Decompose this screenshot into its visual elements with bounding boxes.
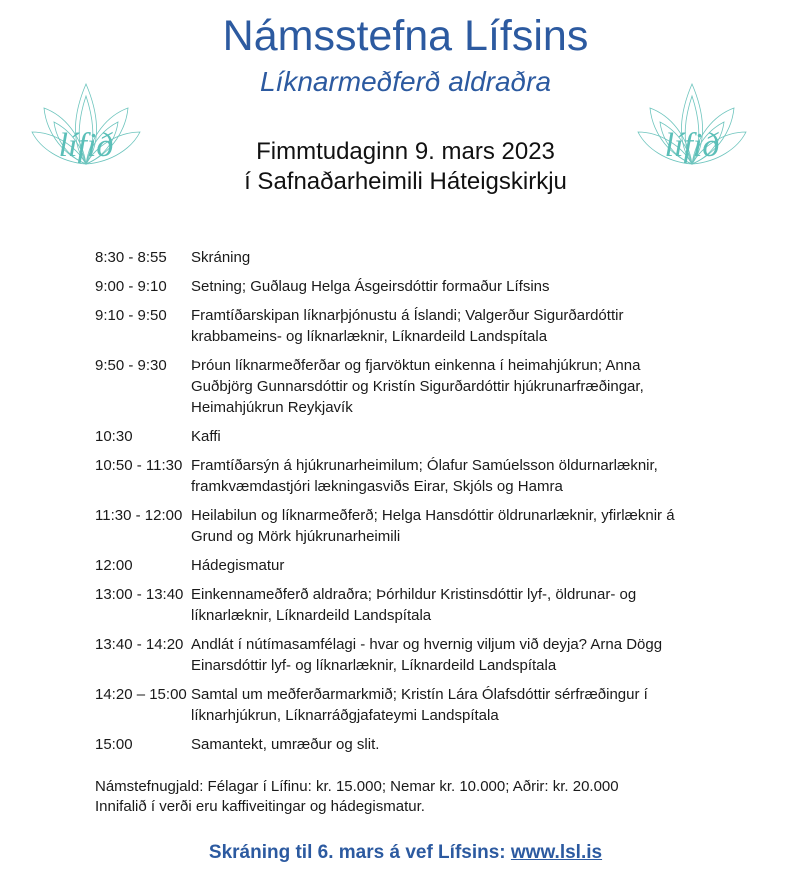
event-place: í Safnaðarheimili Háteigskirkju [244, 168, 567, 195]
schedule-description: Skráning [191, 249, 251, 266]
registration-link[interactable]: www.lsl.is [510, 842, 603, 863]
page-subtitle: Líknarmeðferð aldraðra [259, 66, 552, 97]
registration-text: Skráning til 6. mars á vef Lífsins: [208, 842, 506, 863]
schedule-row [95, 584, 735, 626]
schedule-time: 9:00 - 9:10 [95, 278, 167, 295]
schedule-list [95, 247, 735, 763]
svg-text:lífið: lífið [58, 127, 114, 164]
schedule-time: 9:10 - 9:50 [95, 307, 167, 324]
schedule-row [95, 684, 735, 726]
schedule-row [95, 734, 735, 755]
schedule-description: Framtíðarsýn á hjúkrunarheimilum; Ólafur Samúelsson öldurnarlæknir, framkvæmdastjóri lækningasviðs Eirar, Skjóls og Hamra [191, 457, 658, 495]
schedule-description: Framtíðarskipan líknarþjónustu á Íslandi; Valgerður Sigurðardóttir krabbameins- og líknarlæknir, Líknardeild Landspítala [191, 307, 624, 345]
schedule-time: 13:00 - 13:40 [95, 586, 184, 603]
schedule-time: 9:50 - 9:30 [95, 357, 167, 374]
fees-line: Námstefnugjald: Félagar í Lífinu: kr. 15.000; Nemar kr. 10.000; Aðrir: kr. 20.000 [95, 778, 619, 795]
schedule-description: Einkennameðferð aldraðra; Þórhildur Kristinsdóttir lyf-, öldrunar- og líknarlæknir, Líknardeild Landspítala [191, 586, 637, 624]
schedule-description: Samantekt, umræður og slit. [191, 736, 380, 753]
schedule-row [95, 555, 735, 576]
schedule-row [95, 247, 735, 268]
schedule-row [95, 455, 735, 497]
schedule-time: 15:00 [95, 736, 133, 753]
fees-included-line: Innifalið í verði eru kaffiveitingar og hádegismatur. [95, 798, 425, 815]
schedule-row [95, 426, 735, 447]
schedule-time: 8:30 - 8:55 [95, 249, 167, 266]
schedule-description: Andlát í nútímasamfélagi - hvar og hvernig viljum við deyja? Arna Dögg Einarsdóttir lyf- og líknarlæknir, Líknardeild Landspítala [191, 636, 663, 674]
schedule-row [95, 634, 735, 676]
schedule-time: 10:30 [95, 428, 133, 445]
schedule-description: Kaffi [191, 428, 221, 445]
registration-line [0, 842, 811, 864]
schedule-description: Heilabilun og líknarmeðferð; Helga Hansdóttir öldrunarlæknir, yfirlæknir á Grund og Mörk hjúkrunarheimili [191, 507, 675, 545]
schedule-time: 12:00 [95, 557, 133, 574]
schedule-description: Samtal um meðferðarmarkmið; Kristín Lára Ólafsdóttir sérfræðingur í líknarhjúkrun, Líknarráðgjafateymi Landspítala [191, 686, 648, 724]
event-date: Fimmtudaginn 9. mars 2023 [256, 138, 555, 165]
schedule-row [95, 276, 735, 297]
schedule-time: 13:40 - 14:20 [95, 636, 184, 653]
schedule-row [95, 505, 735, 547]
schedule-time: 14:20 – 15:00 [95, 686, 187, 703]
page-title: Námsstefna Lífsins [222, 12, 589, 60]
schedule-description: Hádegismatur [191, 557, 285, 574]
schedule-time: 11:30 - 12:00 [95, 507, 183, 524]
schedule-row [95, 355, 735, 418]
schedule-description: Setning; Guðlaug Helga Ásgeirsdóttir formaður Lífsins [191, 278, 550, 295]
fees-info [95, 777, 619, 817]
schedule-time: 10:50 - 11:30 [95, 457, 183, 474]
schedule-row [95, 305, 735, 347]
schedule-description: Þróun líknarmeðferðar og fjarvöktun einkenna í heimahjúkrun; Anna Guðbjörg Gunnarsdóttir og Kristín Sigurðardóttir hjúkrunarfræðingar, Heimahjúkrun Reykjavík [191, 357, 644, 416]
svg-text:lífið: lífið [664, 127, 720, 164]
